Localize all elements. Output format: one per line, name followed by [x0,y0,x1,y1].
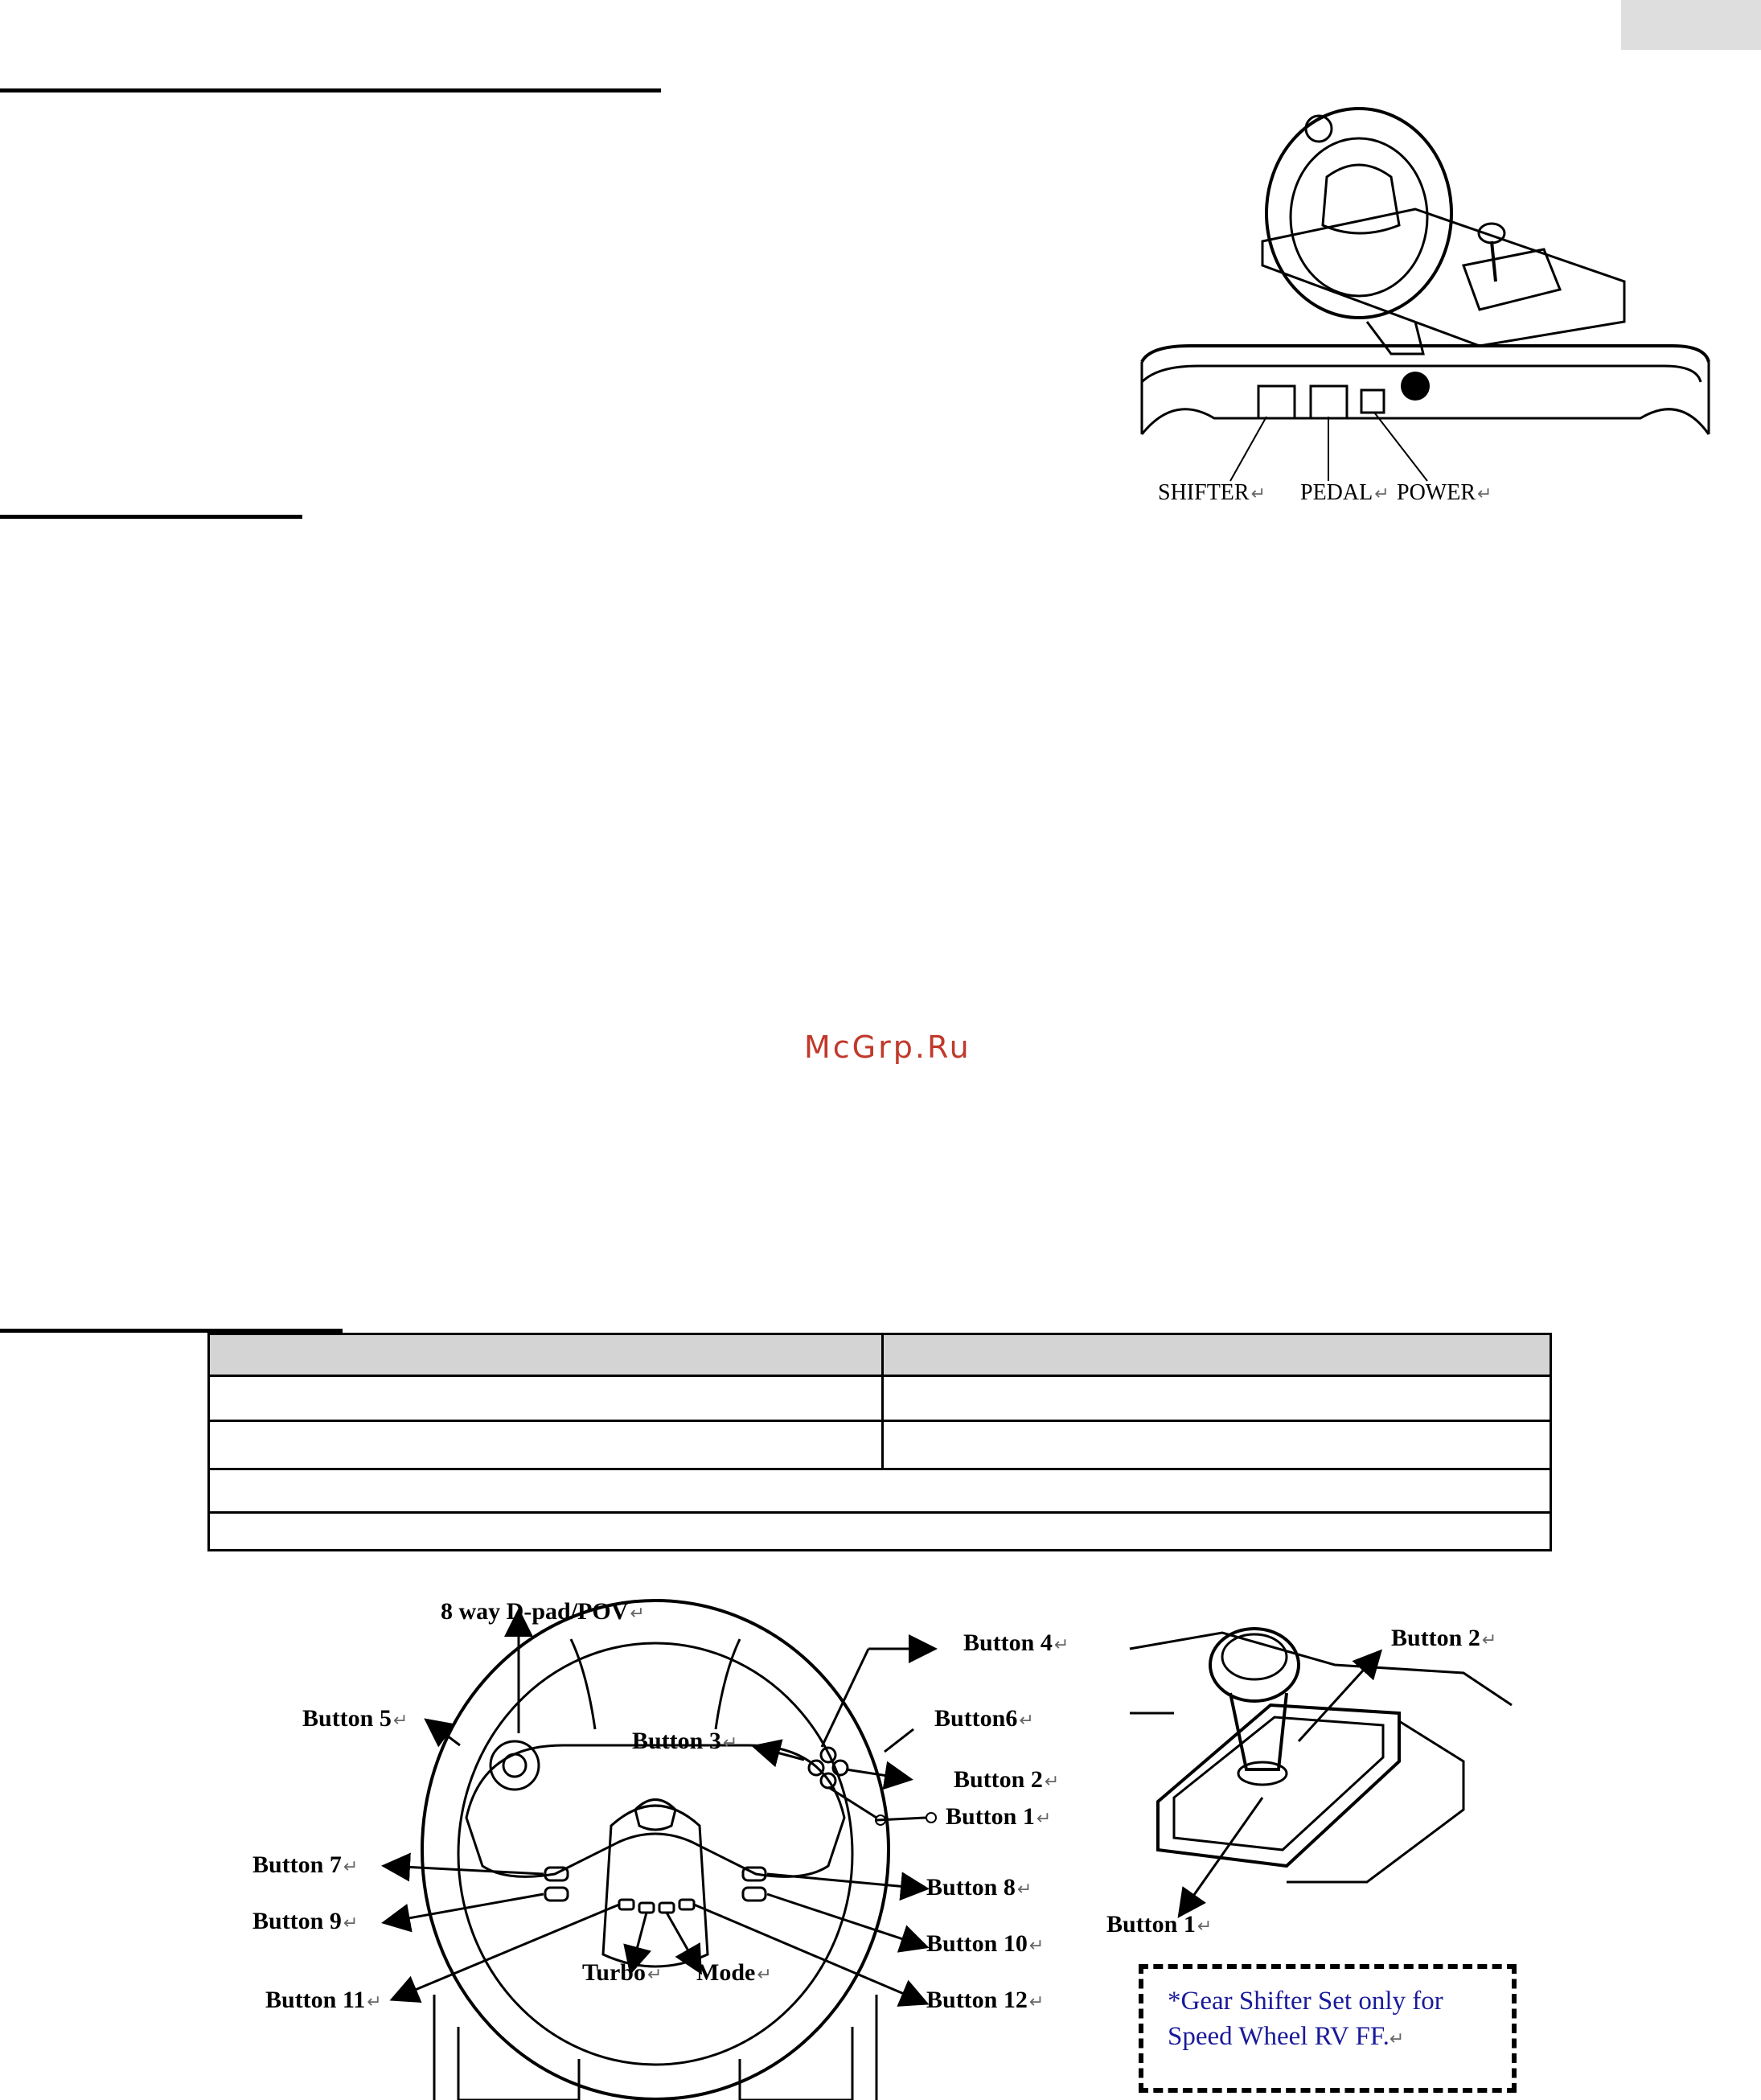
label-shifter: SHIFTER↵ [1158,480,1266,505]
label-button1: Button 1↵ [946,1803,1052,1830]
label-button3: Button 3↵ [632,1728,738,1754]
label-dpad: 8 way D-pad/POV↵ [441,1598,645,1625]
label-mode: Mode↵ [696,1959,772,1986]
gear-shifter-diagram [1126,1617,1528,1954]
watermark: McGrp.Ru [804,1029,971,1065]
table-row [210,1422,1550,1470]
label-button10: Button 10↵ [926,1930,1045,1957]
label-button12: Button 12↵ [926,1987,1045,2013]
spec-table [207,1333,1552,1551]
label-button7: Button 7↵ [252,1851,359,1878]
table-header-row [210,1335,1550,1377]
label-button8: Button 8↵ [926,1874,1032,1901]
label-pedal: PEDAL↵ [1300,480,1390,505]
label-button6: Button6↵ [934,1705,1034,1732]
section-rule-1 [0,88,661,92]
wheel-connection-illustration [1126,80,1721,531]
label-button9: Button 9↵ [252,1908,359,1934]
label-button4: Button 4↵ [963,1629,1069,1656]
table-column-divider [881,1335,884,1470]
gear-shifter-note [1139,1964,1517,2093]
note-line-1: *Gear Shifter Set only for [1168,1987,1443,2016]
table-row [210,1470,1550,1514]
label-button11: Button 11↵ [265,1987,382,2013]
note-line-2: Speed Wheel RV FF.↵ [1168,2022,1405,2051]
section-rule-2 [0,515,302,519]
label-button5: Button 5↵ [302,1705,408,1732]
page-number-tab [1621,0,1761,50]
table-row [210,1377,1550,1422]
label-button2: Button 2↵ [954,1766,1060,1793]
label-shifter-button1: Button 1↵ [1106,1911,1213,1938]
label-turbo: Turbo↵ [582,1959,663,1986]
steering-wheel-button-diagram [241,1576,1078,2100]
label-power: POWER↵ [1397,480,1492,505]
label-shifter-button2: Button 2↵ [1391,1625,1497,1651]
